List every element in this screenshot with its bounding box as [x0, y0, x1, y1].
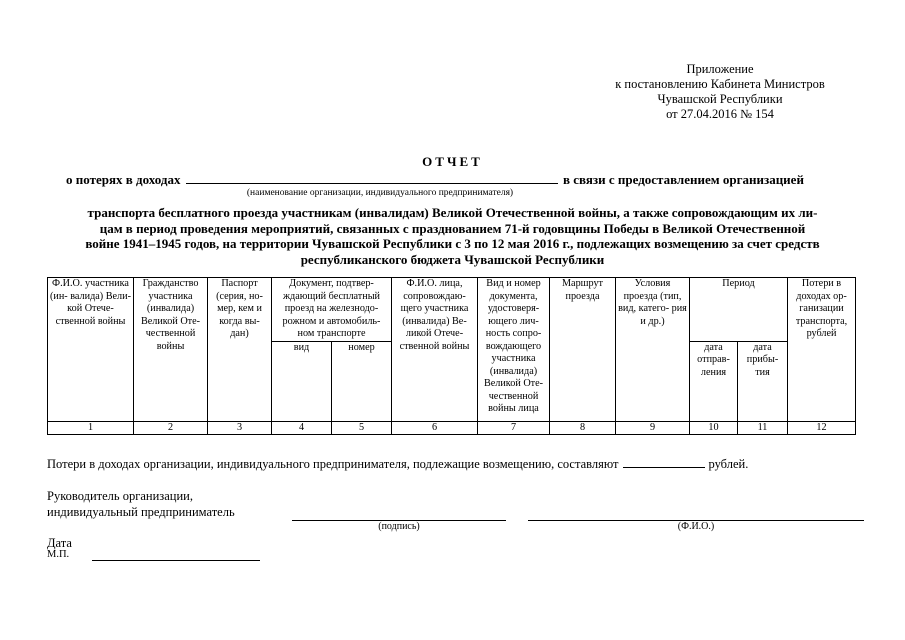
- date-field[interactable]: [92, 560, 260, 561]
- column-number: 2: [134, 421, 208, 435]
- report-title: ОТЧЕТ: [422, 154, 483, 169]
- header-document-type: вид: [272, 341, 332, 421]
- header-travel-document: Документ, подтвер- ждающий бесплатный проезд на железнодо- рожном и автомобиль- ном транспорте: [272, 278, 392, 342]
- column-number: 10: [690, 421, 738, 435]
- header-route: Маршрут проезда: [550, 278, 616, 422]
- organization-name-field[interactable]: [186, 172, 558, 184]
- organization-name-hint: (наименование организации, индивидуального предпринимателя): [246, 188, 514, 198]
- losses-table: [47, 277, 856, 435]
- signature-hint: (подпись): [378, 521, 420, 532]
- head-label: [47, 488, 235, 520]
- header-departure-date: дата отправ- ления: [690, 341, 738, 421]
- intro-suffix: в связи с предоставлением организацией: [562, 172, 804, 187]
- description-line: транспорта бесплатного проезда участникам (инвалидам) Великой Отечественной войны, а также сопровождающим их ли-: [87, 205, 818, 220]
- column-number: 8: [550, 421, 616, 435]
- column-number: 4: [272, 421, 332, 435]
- losses-unit: рублей.: [708, 457, 749, 471]
- header-full-name: Ф.И.О. участника (ин- валида) Вели- кой Отече- ственной войны: [48, 278, 134, 422]
- appendix-line-1: Приложение: [686, 62, 754, 76]
- column-number: 6: [392, 421, 478, 435]
- header-period: Период: [690, 278, 788, 342]
- column-number: 9: [616, 421, 690, 435]
- header-conditions: Условия проезда (тип, вид, катего- рия и др.): [616, 278, 690, 422]
- report-description: [30, 205, 875, 267]
- header-citizenship: Гражданство участника (инвалида) Великой Оте- чественной войны: [134, 278, 208, 422]
- stamp-label: М.П.: [47, 549, 70, 560]
- description-line: цам в период проведения мероприятий, связанных с празднованием 71-й годовщины Победы в Великой Отечественной: [99, 220, 806, 236]
- appendix-line-4: от 27.04.2016 № 154: [666, 107, 774, 121]
- head-label-line-2: индивидуальный предприниматель: [47, 505, 235, 519]
- appendix-block: [560, 62, 880, 122]
- column-number: 12: [788, 421, 856, 435]
- header-companion-name: Ф.И.О. лица, сопровождаю- щего участника (инвалида) Ве- ликой Отече- ственной войны: [392, 278, 478, 422]
- losses-sentence: [47, 457, 748, 472]
- intro-prefix: о потерях в доходах: [66, 172, 181, 187]
- date-label: Дата: [47, 536, 72, 550]
- header-document-number: номер: [332, 341, 392, 421]
- intro-line: [66, 172, 804, 188]
- column-number: 5: [332, 421, 392, 435]
- losses-text: Потери в доходах организации, индивидуального предпринимателя, подлежащие возмещению, составляют: [47, 457, 619, 471]
- full-name-hint: (Ф.И.О.): [677, 521, 715, 532]
- header-losses: Потери в доходах ор- ганизации транспорта, рублей: [788, 278, 856, 422]
- column-number: 11: [738, 421, 788, 435]
- header-companion-document: Вид и номер документа, удостоверя- ющего лич- ность сопро- вождающего участника (инвалида) Великой Оте- чественной войны лица: [478, 278, 550, 422]
- description-line: войне 1941–1945 годов, на территории Чувашской Республики с 3 по 12 мая 2016 г., подлежащих возмещению за счет средств: [85, 236, 820, 251]
- appendix-line-2: к постановлению Кабинета Министров: [615, 77, 825, 91]
- column-number: 3: [208, 421, 272, 435]
- column-number: 1: [48, 421, 134, 435]
- header-passport: Паспорт (серия, но- мер, кем и когда вы- дан): [208, 278, 272, 422]
- appendix-line-3: Чувашской Республики: [657, 92, 783, 106]
- column-number: 7: [478, 421, 550, 435]
- description-line: республиканского бюджета Чувашской Республики: [300, 251, 605, 267]
- losses-amount-field[interactable]: [623, 457, 705, 468]
- header-arrival-date: дата прибы- тия: [738, 341, 788, 421]
- head-label-line-1: Руководитель организации,: [47, 489, 193, 503]
